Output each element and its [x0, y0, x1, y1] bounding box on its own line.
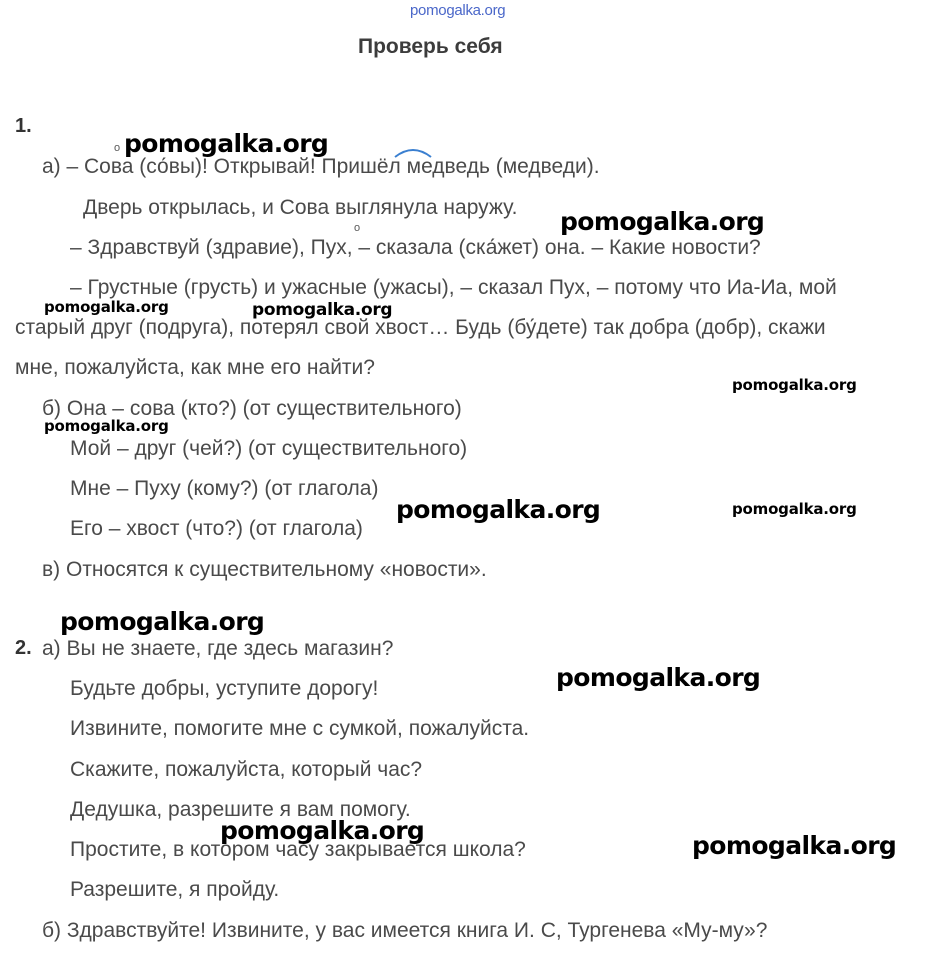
task1-a-line-6: мне, пожалуйста, как мне его найти? — [15, 356, 375, 379]
watermark: pomogalka.org — [556, 663, 761, 692]
watermark: pomogalka.org — [692, 831, 897, 860]
task2-a-line-7: Разрешите, я пройду. — [70, 878, 280, 901]
task1-b-line-1: б) Она – сова (кто?) (от существительного) — [42, 397, 462, 420]
task-number-1: 1. — [15, 115, 32, 137]
watermark: pomogalka.org — [124, 129, 329, 158]
task-number-2: 2. — [15, 637, 32, 659]
task1-a-line-4: – Грустные (грусть) и ужасные (ужасы), – сказал Пух, – потому что Иа-Иа, мой — [70, 276, 837, 299]
task1-a-line-1: а) – Сова (со́вы)! Открывай! Пришёл медведь (медведи). — [42, 155, 600, 178]
root-arc-mark — [393, 145, 433, 159]
task2-a-line-1: а) Вы не знаете, где здесь магазин? — [42, 637, 394, 660]
task1-a-line-3: – Здравствуй (здравие), Пух, – сказала (ска́жет) она. – Какие новости? — [70, 236, 761, 259]
task1-a-line-2: Дверь открылась, и Сова выглянула наружу. — [83, 196, 518, 219]
zero-ending-mark: o — [114, 142, 121, 154]
task2-a-line-5: Дедушка, разрешите я вам помогу. — [70, 798, 411, 821]
site-label: pomogalka.org — [410, 2, 506, 19]
zero-ending-mark: o — [354, 222, 361, 234]
task1-a-line-5: старый друг (подруга), потерял свой хвост… Будь (бу́дете) так добра (добр), скажи — [15, 316, 826, 339]
watermark: pomogalka.org — [220, 816, 425, 845]
watermark-small: pomogalka.org — [732, 376, 857, 394]
watermark: pomogalka.org — [60, 607, 265, 636]
task1-b-line-4: Его – хвост (что?) (от глагола) — [70, 517, 363, 540]
task2-a-line-3: Извините, помогите мне с сумкой, пожалуйста. — [70, 717, 530, 740]
page-title: Проверь себя — [358, 35, 503, 58]
watermark-small: pomogalka.org — [44, 417, 169, 435]
task2-a-line-4: Скажите, пожалуйста, который час? — [70, 758, 423, 781]
task1-v-line: в) Относятся к существительному «новости». — [42, 558, 487, 581]
task2-b-line: б) Здравствуйте! Извините, у вас имеется книга И. С, Тургенева «Му-му»? — [42, 919, 768, 942]
task1-b-line-3: Мне – Пуху (кому?) (от глагола) — [70, 477, 379, 500]
watermark-small: pomogalka.org — [732, 500, 857, 518]
watermark: pomogalka.org — [560, 207, 765, 236]
task2-a-line-6: Простите, в котором часу закрывается школа? — [70, 838, 526, 861]
watermark-small: pomogalka.org — [252, 300, 393, 320]
task2-a-line-2: Будьте добры, уступите дорогу! — [70, 677, 379, 700]
watermark-small: pomogalka.org — [44, 298, 169, 316]
watermark: pomogalka.org — [396, 495, 601, 524]
task1-b-line-2: Мой – друг (чей?) (от существительного) — [70, 437, 468, 460]
